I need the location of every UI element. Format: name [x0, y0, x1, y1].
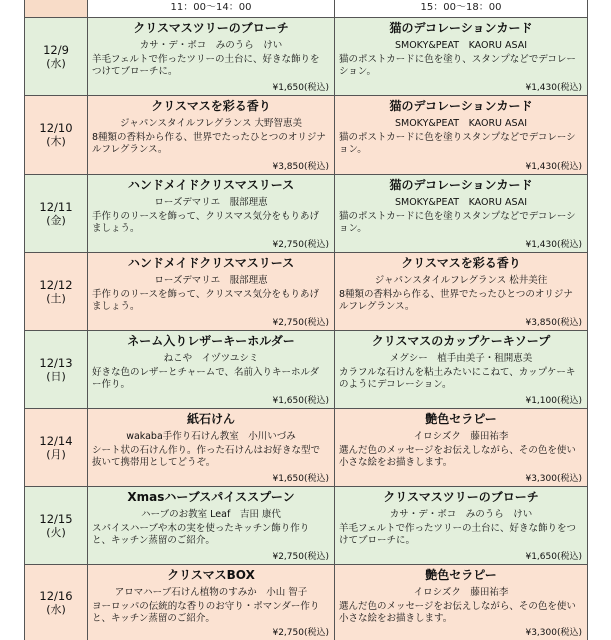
workshop-title: ハンドメイドクリスマスリース — [127, 256, 295, 270]
date-weekday: (木) — [46, 135, 66, 148]
workshop-title: 猫のデコレーションカード — [389, 21, 533, 35]
pm-workshop-cell — [335, 409, 587, 486]
workshop-description: スパイスハーブや木の実を使ったキッチン飾り作りと、キッチン蒸留のご紹介。 — [92, 523, 310, 546]
header-date-cell — [25, 0, 88, 17]
table-row — [25, 18, 587, 96]
date-weekday: (日) — [46, 369, 66, 383]
date-weekday: (火) — [46, 525, 66, 539]
workshop-title: クリスマスを彩る香り — [151, 99, 271, 113]
workshop-description: ヨーロッパの伝統的な香りのお守り・ポマンダー作りと、キッチン蒸留のご紹介。 — [92, 601, 320, 624]
date-month-day: 12/15 — [39, 511, 73, 526]
date-cell — [25, 18, 88, 95]
workshop-description: 猫のポストカードに色を塗り、スタンプなどでデコレーション。 — [339, 54, 576, 77]
workshop-description: 選んだ色のメッセージをお伝えしながら、その色を使い小さな絵をお描きします。 — [339, 601, 576, 624]
workshop-description: 選んだ色のメッセージをお伝えしながら、その色を使い小さな絵をお描きします。 — [339, 445, 576, 468]
pm-workshop-cell — [335, 18, 587, 95]
am-workshop-cell — [88, 253, 335, 330]
workshop-title: 猫のデコレーションカード — [389, 178, 533, 192]
workshop-instructor: ローズデマリエ 服部理恵 — [154, 275, 268, 286]
workshop-instructor: ジャパンスタイルフレグランス 松井美往 — [374, 275, 548, 286]
workshop-title: クリスマスBOX — [167, 568, 255, 582]
table-row — [25, 331, 587, 409]
am-workshop-cell — [88, 487, 335, 564]
workshop-price: ¥1,430(税込) — [525, 240, 582, 250]
workshop-description: 猫のポストカードに色を塗りスタンプなどでデコレーション。 — [339, 211, 576, 234]
am-workshop-cell — [88, 331, 335, 408]
workshop-price: ¥3,300(税込) — [525, 628, 582, 638]
workshop-instructor: メグシー 植手由美子・租開恵美 — [389, 353, 533, 364]
workshop-price: ¥1,430(税込) — [525, 83, 582, 93]
workshop-instructor: カサ・デ・ボコ みのうら けい — [389, 509, 533, 520]
workshop-price: ¥1,650(税込) — [272, 83, 329, 93]
workshop-title: ネーム入りレザーキーホルダー — [127, 334, 295, 348]
date-cell — [25, 331, 88, 408]
workshop-instructor: アロマハーブ石けん植物のすみか 小山 智子 — [114, 587, 308, 598]
date-month-day: 12/14 — [39, 433, 73, 448]
date-cell — [25, 409, 88, 486]
table-header — [25, 0, 587, 18]
workshop-price: ¥3,300(税込) — [525, 474, 582, 484]
workshop-description: 手作りのリースを飾って、クリスマス気分をもりあげましょう。 — [92, 211, 319, 234]
workshop-description: 羊毛フェルトで作ったツリーの土台に、好きな飾りをつけてブローチに。 — [339, 523, 577, 546]
workshop-title: クリスマスのカップケーキソープ — [371, 334, 551, 348]
pm-workshop-cell — [335, 96, 587, 174]
pm-workshop-cell — [335, 175, 587, 252]
date-month-day: 12/10 — [39, 121, 73, 135]
pm-workshop-cell — [335, 565, 587, 640]
workshop-instructor: SMOKY&PEAT KAORU ASAI — [394, 197, 528, 208]
am-workshop-cell — [88, 18, 335, 95]
workshop-description: 8種類の香料から作る、世界でたったひとつのオリジナルフレグランス。 — [339, 289, 573, 312]
workshop-price: ¥1,650(税込) — [272, 474, 329, 484]
workshop-instructor: イロシズク 藤田祐李 — [413, 431, 509, 442]
schedule-table — [24, 0, 588, 640]
workshop-price: ¥2,750(税込) — [272, 552, 329, 562]
date-weekday: (水) — [46, 56, 66, 70]
table-row — [25, 96, 587, 175]
workshop-description: 手作りのリースを飾って、クリスマス気分をもりあげましょう。 — [92, 289, 319, 312]
table-row — [25, 565, 587, 640]
workshop-instructor: ねこや イヅツユシミ — [163, 353, 259, 364]
am-workshop-cell — [88, 96, 335, 174]
workshop-title: クリスマスツリーのブローチ — [383, 490, 539, 504]
workshop-instructor: SMOKY&PEAT KAORU ASAI — [394, 118, 528, 129]
workshop-price: ¥2,750(税込) — [272, 628, 329, 638]
date-weekday: (月) — [46, 447, 66, 461]
workshop-description: 羊毛フェルトで作ったツリーの土台に、好きな飾りをつけてブローチに。 — [92, 54, 320, 77]
workshop-title: 艶色セラピー — [425, 568, 497, 582]
date-cell — [25, 487, 88, 564]
workshop-price: ¥1,650(税込) — [525, 552, 582, 562]
date-month-day: 12/11 — [39, 199, 73, 214]
table-row — [25, 487, 587, 565]
workshop-title: ハンドメイドクリスマスリース — [127, 178, 295, 192]
date-cell — [25, 253, 88, 330]
workshop-price: ¥3,850(税込) — [525, 318, 582, 328]
am-workshop-cell — [88, 175, 335, 252]
workshop-title: クリスマスツリーのブローチ — [133, 21, 289, 35]
workshop-price: ¥1,650(税込) — [272, 396, 329, 406]
date-month-day: 12/9 — [43, 42, 69, 57]
workshop-title: 紙石けん — [186, 412, 235, 426]
workshop-description: カラフルな石けんを粘土みたいにこねて、カップケーキのようにデコレーション。 — [339, 367, 576, 390]
table-row — [25, 175, 587, 253]
date-cell — [25, 565, 88, 640]
workshop-title: 艶色セラピー — [425, 412, 497, 426]
workshop-instructor: ハーブのお教室 Leaf 吉田 康代 — [141, 509, 281, 520]
workshop-title: クリスマスを彩る香り — [401, 256, 521, 270]
pm-workshop-cell — [335, 487, 587, 564]
workshop-instructor: SMOKY&PEAT KAORU ASAI — [394, 40, 528, 51]
workshop-price: ¥1,430(税込) — [525, 162, 582, 172]
workshop-price: ¥2,750(税込) — [272, 240, 329, 250]
workshop-price: ¥1,100(税込) — [525, 396, 582, 406]
date-weekday: (水) — [46, 602, 66, 616]
am-workshop-cell — [88, 409, 335, 486]
date-cell — [25, 175, 88, 252]
date-month-day: 12/13 — [39, 355, 73, 370]
pm-workshop-cell — [335, 253, 587, 330]
workshop-price: ¥2,750(税込) — [272, 318, 329, 328]
date-month-day: 12/12 — [39, 277, 73, 292]
date-weekday: (金) — [46, 213, 66, 227]
workshop-price: ¥3,850(税込) — [272, 162, 329, 172]
pm-workshop-cell — [335, 331, 587, 408]
workshop-instructor: wakaba手作り石けん教室 小川いづみ — [126, 431, 296, 442]
date-weekday: (土) — [46, 291, 66, 305]
header-am-time: 11：00〜14：00 — [88, 0, 335, 17]
workshop-instructor: ローズデマリエ 服部理恵 — [154, 197, 268, 208]
workshop-instructor: カサ・デ・ボコ みのうら けい — [139, 40, 283, 51]
table-row — [25, 253, 587, 331]
workshop-description: 猫のポストカードに色を塗りスタンプなどでデコレーション。 — [339, 132, 576, 155]
workshop-instructor: イロシズク 藤田祐李 — [413, 587, 509, 598]
am-workshop-cell — [88, 565, 335, 640]
date-month-day: 12/16 — [39, 588, 73, 603]
workshop-instructor: ジャパンスタイルフレグランス 大野智恵美 — [119, 118, 302, 129]
workshop-description: シート状の石けん作り。作った石けんはお好きな型で抜いて携帯用としてどうぞ。 — [92, 445, 321, 468]
workshop-description: 好きな色のレザーとチャームで、名前入りキーホルダー作り。 — [92, 367, 320, 390]
workshop-title: Xmasハーブスパイススプーン — [127, 490, 295, 504]
date-cell — [25, 96, 88, 174]
header-pm-time: 15：00〜18：00 — [335, 0, 587, 17]
table-row — [25, 409, 587, 487]
workshop-description: 8種類の香料から作る、世界でたったひとつのオリジナルフレグランス。 — [92, 132, 326, 155]
workshop-title: 猫のデコレーションカード — [389, 99, 533, 113]
